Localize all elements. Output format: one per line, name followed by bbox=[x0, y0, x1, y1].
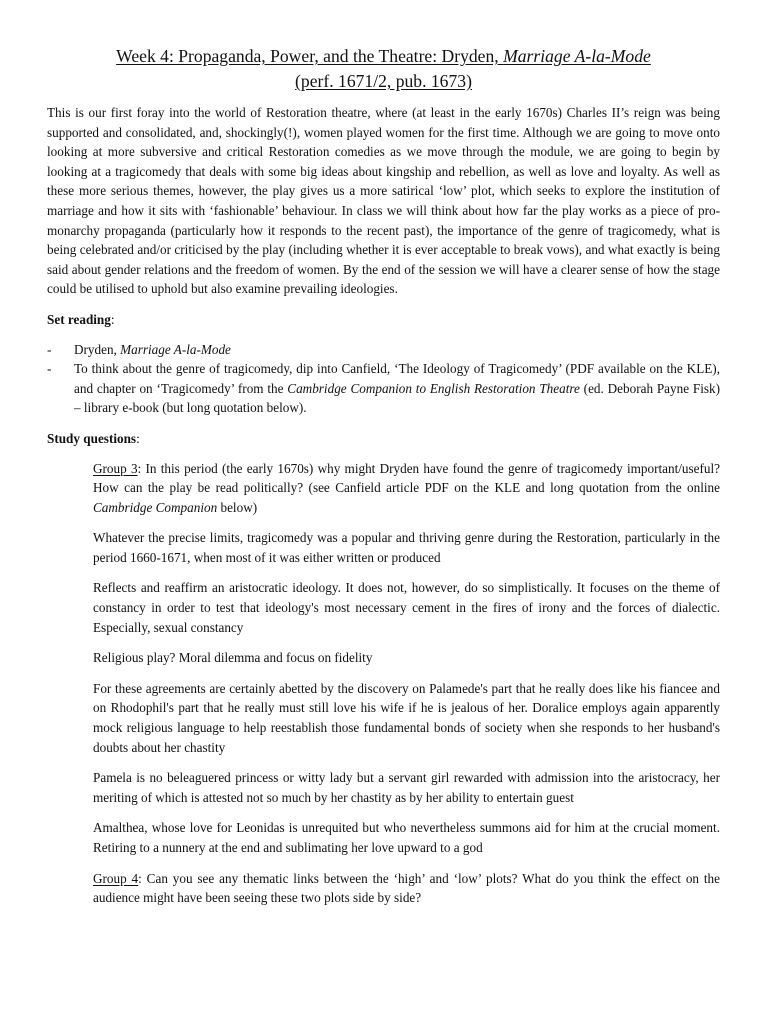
group-3-question bbox=[93, 459, 720, 518]
set-reading-heading bbox=[47, 310, 720, 330]
group-3-italic: Cambridge Companion bbox=[93, 499, 218, 515]
intro-paragraph: This is our first foray into the world of Restoration theatre, where (at least in the early 1670s) Charles II’s reign was being supported and consolidated, and, shockingly(!), women played women for the first time. Although we are going to move onto looking at more subversive and critical Restoration comedies as we move through the module, we are going to begin by looking at a tragicomedy that deals with some big ideas about kingship and rebellion, as well as love and loyalty. As well as these more serious themes, however, the play gives us a more satirical ‘low’ plot, which seeks to explore the institution of marriage and how it sits with ‘fashionable’ behaviour. In class we will think about how far the play works as a piece of pro-monarchy propaganda (particularly how it responds to the recent past), the importance of the genre of tragicomedy, what is being celebrated and/or criticised by the play (including whether it is ever acceptable to break vows), and what exactly is being said about gender relations and the freedom of women. By the end of the session we will have a clearer sense of how the stage could be utilised to uphold but also examine prevailing ideologies. bbox=[47, 105, 720, 297]
study-questions-heading bbox=[47, 429, 720, 449]
note-paragraph: Pamela is no beleaguered princess or witty lady but a servant girl rewarded with admission into the aristocracy, her meriting of which is attested not so much by her chastity as by her ability to entertain guest bbox=[93, 770, 720, 805]
reading-item bbox=[47, 340, 720, 360]
title-prefix: Week 4: Propaganda, Power, and the Theatre: Dryden, bbox=[116, 46, 504, 66]
note-paragraph: Whatever the precise limits, tragicomedy was a popular and thriving genre during the Restoration, particularly in the period 1660-1671, when most of it was either written or produced bbox=[93, 530, 720, 565]
reading-item-text: To think about the genre of tragicomedy, dip into Canfield, ‘The Ideology of Tragicomedy’ (PDF available on the KLE), and chapter on ‘Tragicomedy’ from the bbox=[74, 361, 720, 396]
title-line-1 bbox=[116, 46, 651, 66]
set-reading-label: Set reading bbox=[47, 311, 111, 327]
reading-item-italic: Cambridge Companion to English Restoration Theatre bbox=[287, 380, 580, 396]
page-title bbox=[47, 44, 720, 94]
set-reading-colon: : bbox=[110, 311, 115, 327]
reading-item-italic: Marriage A-la-Mode bbox=[120, 341, 231, 357]
note-paragraph: Religious play? Moral dilemma and focus on fidelity bbox=[93, 650, 373, 666]
list-dash: - bbox=[47, 341, 52, 357]
title-play-name: Marriage A-la-Mode bbox=[503, 46, 651, 66]
group-4-text: : Can you see any thematic links between the ‘high’ and ‘low’ plots? What do you think the effect on the audience might have been seeing these two plots side by side? bbox=[93, 870, 720, 906]
note-paragraph: Amalthea, whose love for Leonidas is unrequited but who nevertheless summons aid for him at the crucial moment. Retiring to a nunnery at the end and sublimating her love upward to a god bbox=[93, 820, 720, 855]
reading-item-text: Dryden, bbox=[74, 341, 121, 357]
group-4-label: Group 4 bbox=[93, 870, 139, 886]
set-reading-list bbox=[47, 340, 720, 418]
group-3-text-end: below) bbox=[217, 499, 258, 515]
group-4-question bbox=[93, 869, 720, 908]
note-paragraph: For these agreements are certainly abetted by the discovery on Palamede's part that he really does like his fiancee and on Rhodophil's part that he really must still love his wife if he is jealous of her. Doralice employs again apparently mock religious language to help reestablish those fundamental bonds of society when she responds to her husband's doubts about her chastity bbox=[93, 680, 720, 755]
list-dash: - bbox=[47, 361, 52, 377]
study-questions-colon: : bbox=[136, 430, 140, 446]
note-paragraph: Reflects and reaffirm an aristocratic ideology. It does not, however, do so simplistically. It focuses on the theme of constancy in order to test that ideology's most necessary cement in the fires of irony and the forces of dialectic. Especially, sexual constancy bbox=[93, 580, 720, 635]
study-questions-label: Study questions bbox=[47, 430, 137, 446]
group-3-text: : In this period (the early 1670s) why might Dryden have found the genre of tragicomedy important/useful? How can the play be read politically? (see Canfield article PDF on the KLE and long quotation from the online bbox=[93, 460, 720, 496]
reading-item bbox=[47, 359, 720, 418]
group-3-label: Group 3 bbox=[93, 460, 138, 476]
title-line-2: (perf. 1671/2, pub. 1673) bbox=[295, 71, 472, 91]
reading-item-suffix: (ed. Deborah Payne Fisk) – library e-book (but long quotation below). bbox=[74, 380, 720, 416]
